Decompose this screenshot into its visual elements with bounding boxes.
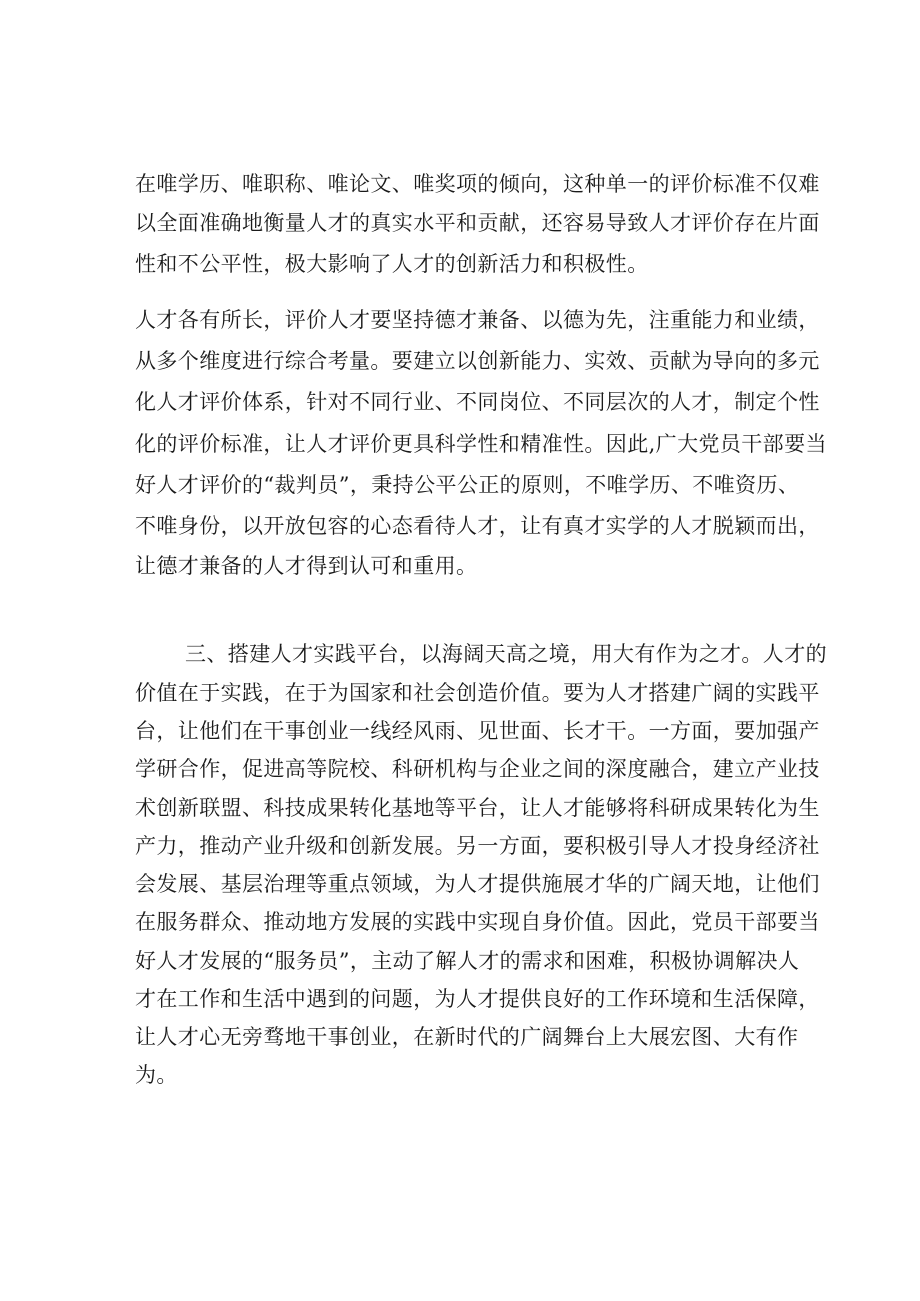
paragraph-2-line-1: 人才各有所长，评价人才要坚持德才兼备、以德为先，注重能力和业绩， bbox=[135, 308, 820, 332]
paragraph-3-line-6: 产力，推动产业升级和创新发展。另一方面，要积极引导人才投身经济社 bbox=[135, 834, 820, 858]
paragraph-2-line-3: 化人才评价体系，针对不同行业、不同岗位、不同层次的人才，制定个性 bbox=[135, 390, 820, 414]
paragraph-2-line-4: 化的评价标准，让人才评价更具科学性和精准性。因此,广大党员干部要当 bbox=[135, 432, 827, 456]
paragraph-3-line-11: 让人才心无旁骛地干事创业，在新时代的广阔舞台上大展宏图、大有作 bbox=[135, 1025, 799, 1049]
paragraph-3-line-2: 价值在于实践，在于为国家和社会创造价值。要为人才搭建广阔的实践平 bbox=[135, 681, 820, 705]
paragraph-3-line-4: 学研合作，促进高等院校、科研机构与企业之间的深度融合，建立产业技 bbox=[135, 757, 820, 781]
paragraph-3-line-7: 会发展、基层治理等重点领域，为人才提供施展才华的广阔天地，让他们 bbox=[135, 872, 820, 896]
paragraph-2-line-7: 让德才兼备的人才得到认可和重用。 bbox=[135, 554, 478, 578]
paragraph-1-line-3: 性和不公平性，极大影响了人才的创新活力和积极性。 bbox=[135, 252, 649, 276]
paragraph-2-line-5: 好人才评价的“裁判员”，秉持公平公正的原则，不唯学历、不唯资历、 bbox=[135, 473, 800, 497]
paragraph-3-line-10: 才在工作和生活中遇到的问题，为人才提供良好的工作环境和生活保障， bbox=[135, 987, 820, 1011]
paragraph-2-line-2: 从多个维度进行综合考量。要建立以创新能力、实效、贡献为导向的多元 bbox=[135, 349, 820, 373]
paragraph-3-line-5: 术创新联盟、科技成果转化基地等平台，让人才能够将科研成果转化为生 bbox=[135, 796, 820, 820]
paragraph-3-line-8: 在服务群众、推动地方发展的实践中实现自身价值。因此，党员干部要当 bbox=[135, 910, 820, 934]
paragraph-3-line-12: 为。 bbox=[135, 1063, 178, 1087]
paragraph-3-line-3: 台，让他们在干事创业一线经风雨、见世面、长才干。一方面，要加强产 bbox=[135, 719, 820, 743]
paragraph-3-line-9: 好人才发展的“服务员”，主动了解人才的需求和困难，积极协调解决人 bbox=[135, 949, 800, 973]
paragraph-1-line-1: 在唯学历、唯职称、唯论文、唯奖项的倾向，这种单一的评价标准不仅难 bbox=[135, 172, 820, 196]
paragraph-3-line-1: 三、搭建人才实践平台，以海阔天高之境，用大有作为之才。人才的 bbox=[185, 642, 827, 666]
paragraph-2-line-6: 不唯身份，以开放包容的心态看待人才，让有真才实学的人才脱颖而出， bbox=[135, 514, 820, 538]
paragraph-1-line-2: 以全面准确地衡量人才的真实水平和贡献，还容易导致人才评价存在片面 bbox=[135, 211, 820, 235]
